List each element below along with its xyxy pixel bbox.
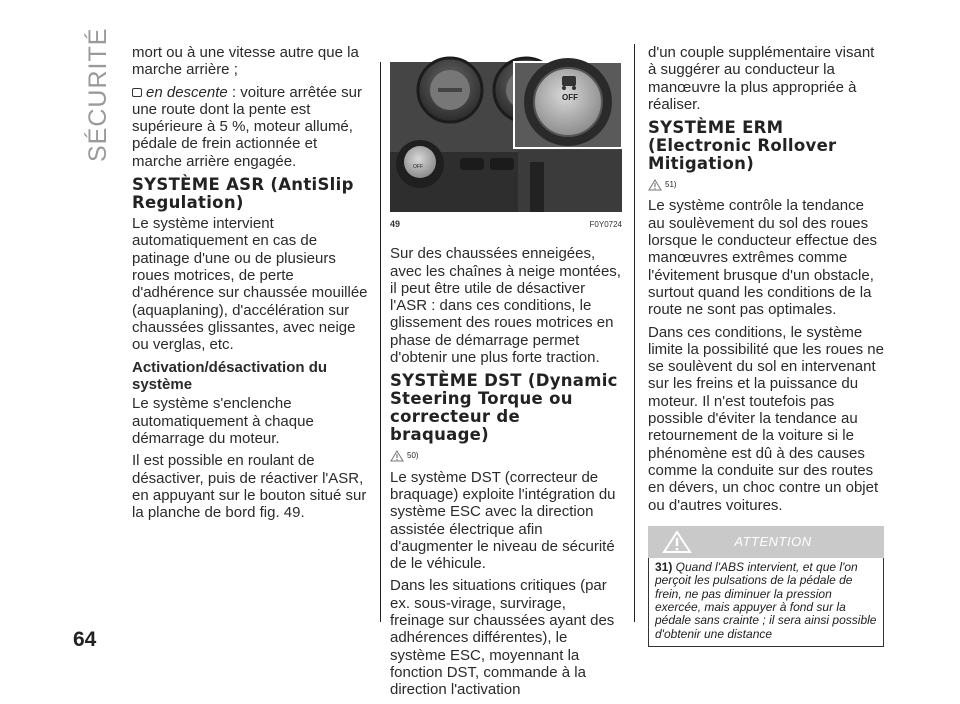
asr-paragraph: Le système intervient automatiquement en cas de patinage d'une ou de plusieurs roues motrices, de perte d'adhérence sur chaussée mouillée (aquaplaning), d'accélération sur chaussées glissantes, avec neige ou verglas, etc. [132,215,368,354]
dashboard-illustration [390,62,622,212]
attention-text: Quand l'ABS intervient, et que l'on perçoit les pulsations de la pédale de frein, ne pas diminuer la pression exercée, mais appuyer à fond sur la pédale sans crainte ; il sera ainsi possible d'obtenir une distance [655,559,877,641]
erm-paragraph-2: Dans ces conditions, le système limite la possibilité que les roues ne se soulèvent du sol en intervenant sur les freins et la puissance du moteur. Il n'est toutefois pas possible d'éviter la tendance au retournement de la voiture si le phénomène est dû à des causes comme la conduite sur des routes en dévers, un choc contre un objet ou d'autres voitures. [648,323,884,514]
column-1 [132,44,370,527]
column-2 [390,62,622,704]
column-divider-1 [380,62,381,622]
figure-code: F0Y0724 [589,220,622,229]
attention-label: ATTENTION [734,534,812,550]
col3-paragraph-1: d'un couple supplémentaire visant à suggérer au conducteur la manœuvre la plus appropriée à réaliser. [648,44,875,113]
attention-box [648,558,884,647]
column-divider-2 [634,44,635,622]
erm-warning-ref [648,176,884,193]
bullet-italic: en descente [146,83,228,101]
off-label-small: OFF [413,164,423,170]
bullet-item [132,84,370,170]
figure-caption [390,216,622,233]
off-label-large: OFF [562,93,578,102]
asr-heading: SYSTÈME ASR (AntiSlip Regulation) [132,175,354,213]
column-3 [648,44,884,647]
section-title [84,27,118,192]
activation-paragraph-1: Le système s'enclenche automatiquement à chaque démarrage du moteur. [132,395,314,448]
dst-ref-number: 50) [407,451,419,461]
attention-banner [648,526,884,558]
dst-heading: SYSTÈME DST (Dynamic Steering Torque ou correcteur de braquage) [390,371,618,445]
col1-paragraph-1: mort ou à une vitesse autre que la marche arrière ; [132,44,359,79]
figure-49-image [390,62,622,212]
erm-paragraph-1: Le système contrôle la tendance au soulèvement du sol des roues lorsque le conducteur effectue des manœuvres extrêmes comme l'évitement brusque d'un obstacle, surtout quand les conditions de la route ne sont pas optimales. [648,197,878,319]
attention-warning-icon [662,530,692,554]
checkbox-bullet-icon [132,88,142,97]
col2-paragraph-1: Sur des chaussées enneigées, avec les chaînes à neige montées, il peut être utile de désactiver l'ASR : dans ces conditions, le glissement des roues motrices en phase de démarrage permet d'obtenir une plus forte traction. [390,245,621,367]
activation-heading: Activation/désactivation du système [132,359,328,394]
warning-triangle-icon [648,179,662,191]
figure-number: 49 [390,219,401,229]
section-title-text: SÉCURITÉ [84,27,112,162]
dst-paragraph-2: Dans les situations critiques (par ex. sous-virage, survirage, freinage sur chaussées ayant des adhérences différentes), le système ESC, moyennant la fonction DST, commande à la direction l'activation [390,577,615,699]
erm-heading: SYSTÈME ERM (Electronic Rollover Mitigation) [648,118,837,174]
dst-paragraph-1: Le système DST (correcteur de braquage) exploite l'intégration du système ESC avec la direction assistée électrique afin d'augmenter le niveau de sécurité de le véhicule. [390,468,616,573]
dst-warning-ref [390,447,622,464]
activation-paragraph-2: Il est possible en roulant de désactiver, puis de réactiver l'ASR, en appuyant sur le bouton situé sur la planche de bord fig. 49. [132,452,367,522]
erm-ref-number: 51) [665,180,677,190]
warning-triangle-icon [390,450,404,462]
attention-number: 31) [655,559,673,574]
bullet-text: : voiture arrêtée sur une route dont la pente est supérieure à 5 %, moteur allumé, pédale de frein actionnée et marche arrière engagée. [132,83,362,170]
page-number: 64 [73,628,97,651]
